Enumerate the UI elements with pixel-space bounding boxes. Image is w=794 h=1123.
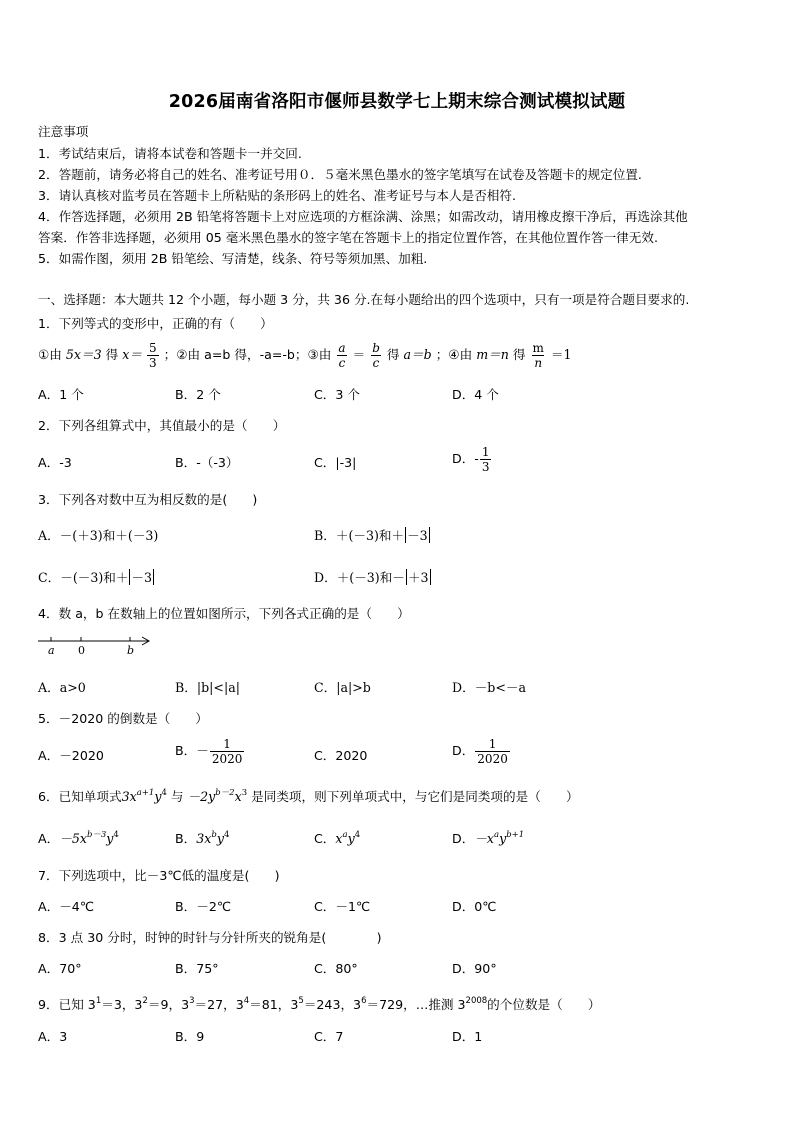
- option-7b[interactable]: B．－2℃: [175, 899, 231, 914]
- notice-item-2: 2．答题前，请务必将自己的姓名、准考证号用０．５毫米黑色墨水的签字笔填写在试卷及答题卡的规定位置.: [38, 167, 642, 182]
- option-4b[interactable]: B．|b|<|a|: [175, 680, 240, 695]
- fraction-a-c: $\frac{a}{c}$: [338, 341, 346, 370]
- question-8-stem: 8．3 点 30 分时，时钟的时针与分针所夹的锐角是( ): [38, 930, 382, 945]
- question-1-stem: 1．下列等式的变形中，正确的有（ ）: [38, 316, 273, 331]
- option-5a[interactable]: A．－2020: [38, 748, 104, 763]
- question-2-stem: 2．下列各组算式中，其值最小的是（ ）: [38, 418, 286, 433]
- notice-item-4-cont: 答案．作答非选择题，必须用 05 毫米黑色墨水的签字笔在答题卡上的指定位置作答，在其他位置作答一律无效.: [38, 230, 658, 245]
- question-1-statements: ①由 5x＝3 得 x＝ $\frac{5}{3}$ ；②由 a=b 得，-a=-b；③由 $\frac{a}{c}$ ＝ $\frac{b}{c}$ 得 a＝b ；④由 m＝n 得 $\frac{m}{n}$ ＝1: [38, 341, 572, 370]
- question-4-stem: 4．数 a，b 在数轴上的位置如图所示，下列各式正确的是（ ）: [38, 606, 410, 621]
- fraction-m-n: $\frac{m}{n}$: [532, 341, 544, 370]
- option-1b[interactable]: B．2 个: [175, 387, 221, 402]
- option-7c[interactable]: C．－1℃: [314, 899, 371, 914]
- option-2b[interactable]: B．-（-3）: [175, 455, 239, 470]
- fraction-1-3: $\frac{1}{3}$: [481, 445, 490, 474]
- option-8c[interactable]: C．80°: [314, 961, 358, 976]
- option-4a[interactable]: A．a>0: [38, 680, 86, 695]
- option-8b[interactable]: B．75°: [175, 961, 219, 976]
- option-9a[interactable]: A．3: [38, 1029, 68, 1044]
- option-7a[interactable]: A．－4℃: [38, 899, 94, 914]
- fraction-5-3: $\frac{5}{3}$: [148, 341, 157, 370]
- option-3b[interactable]: B．＋(－3)和＋ －3: [314, 528, 428, 543]
- option-4d[interactable]: D．－b<－a: [452, 680, 527, 695]
- label-a: a: [48, 644, 55, 657]
- fraction-1-2020: $\frac{1}{2020}$: [211, 737, 243, 766]
- option-7d[interactable]: D．0℃: [452, 899, 497, 914]
- option-2d[interactable]: D．- $\frac{1}{3}$: [452, 445, 490, 474]
- option-9c[interactable]: C．7: [314, 1029, 344, 1044]
- fraction-b-c: $\frac{b}{c}$: [372, 341, 380, 370]
- page-title: 2026届南省洛阳市偃师县数学七上期末综合测试模拟试题: [168, 92, 626, 112]
- option-6a[interactable]: A．$-5x^{b-3}y^4$: [38, 830, 119, 846]
- notice-item-1: 1．考试结束后，请将本试卷和答题卡一并交回.: [38, 146, 302, 161]
- question-9-stem: 9．已知 $3^1=3$，$3^2=9$，$3^3=27$，$3^4=81$，$3^5=243$，$3^6=729$，…推测 $3^{2008}$的个位数是（ ）: [38, 996, 601, 1012]
- notice-heading: 注意事项: [38, 124, 89, 139]
- option-3d[interactable]: D．＋(－3)和－ ＋3: [314, 570, 429, 585]
- question-6-stem: 6．已知单项式$3x^{a+1}y^4$ 与 $-2y^{b-2}x^3$ 是同类项，则下列单项式中，与它们是同类项的是（ ）: [38, 788, 579, 804]
- option-3c[interactable]: C．－(－3)和＋ －3: [38, 570, 153, 585]
- notice-item-3: 3．请认真核对监考员在答题卡上所粘贴的条形码上的姓名、准考证号与本人是否相符.: [38, 188, 516, 203]
- question-3-stem: 3．下列各对数中互为相反数的是( ): [38, 492, 258, 507]
- option-5c[interactable]: C．2020: [314, 748, 368, 763]
- option-2c[interactable]: C．|-3|: [314, 455, 357, 470]
- option-8d[interactable]: D．90°: [452, 961, 497, 976]
- option-2a[interactable]: A．-3: [38, 455, 72, 470]
- question-5-stem: 5．－2020 的倒数是（ ）: [38, 711, 209, 726]
- label-zero: 0: [78, 644, 85, 657]
- option-5d[interactable]: D． $\frac{1}{2020}$: [452, 737, 508, 766]
- option-1d[interactable]: D．4 个: [452, 387, 499, 402]
- question-7-stem: 7．下列选项中，比－3℃低的温度是( ): [38, 868, 280, 883]
- option-1c[interactable]: C．3 个: [314, 387, 360, 402]
- option-8a[interactable]: A．70°: [38, 961, 82, 976]
- option-1a[interactable]: A．1 个: [38, 387, 84, 402]
- option-9d[interactable]: D．1: [452, 1029, 483, 1044]
- option-3a[interactable]: A．－(＋3)和＋(－3): [38, 528, 159, 543]
- notice-item-4: 4．作答选择题，必须用 2B 铅笔将答题卡上对应选项的方框涂满、涂黑；如需改动，请用橡皮擦干净后，再选涂其他: [38, 209, 688, 224]
- number-line-figure: [36, 630, 156, 660]
- section-heading: 一、选择题：本大题共 12 个小题，每小题 3 分，共 36 分.在每小题给出的四个选项中，只有一项是符合题目要求的.: [38, 292, 690, 307]
- option-9b[interactable]: B．9: [175, 1029, 205, 1044]
- fraction-1-2020: $\frac{1}{2020}$: [477, 737, 508, 766]
- notice-item-5: 5．如需作图，须用 2B 铅笔绘、写清楚，线条、符号等须加黑、加粗.: [38, 251, 428, 266]
- label-b: b: [127, 644, 135, 657]
- option-6c[interactable]: C．$x^ay^4$: [314, 830, 361, 846]
- option-4c[interactable]: C．|a|>b: [314, 680, 371, 695]
- option-6d[interactable]: D．$-x^ay^{b+1}$: [452, 830, 525, 846]
- option-6b[interactable]: B．$3x^by^4$: [175, 830, 230, 846]
- option-5b[interactable]: B．－ $\frac{1}{2020}$: [175, 737, 243, 766]
